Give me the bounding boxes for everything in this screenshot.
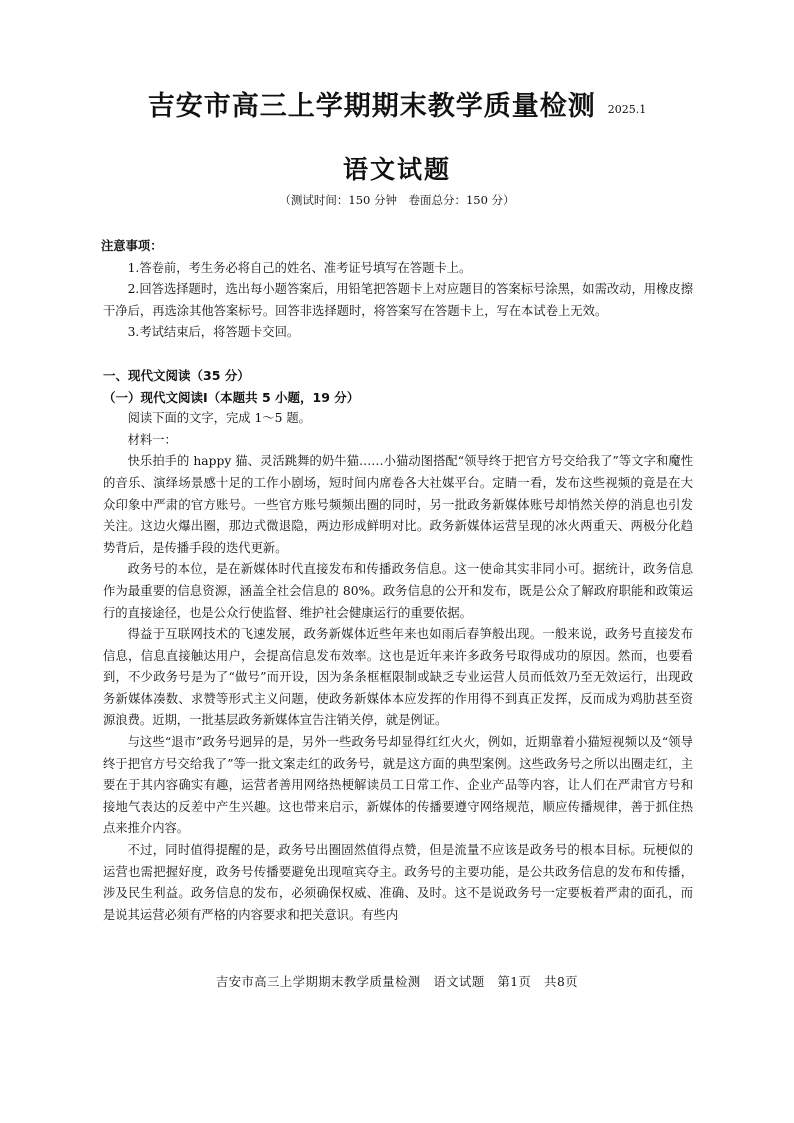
material-label: 材料一： — [127, 432, 177, 447]
exam-info: （测试时间：150 分钟 卷面总分：150 分） — [279, 193, 515, 207]
subject-title: 语文试题 — [342, 155, 451, 184]
notice-item-1: 1.答卷前，考生务必将自己的姓名、准考证号填写在答题卡上。 — [127, 260, 472, 275]
passage-paragraph-5: 不过，同时值得提醒的是，政务号出圈固然值得点赞，但是流量不应该是政务号的根本目标。玩梗似的运营也需把握好度，政务号传播要避免出现喧宾夺主。政务号的主要功能，是公共政务信息的发布和传播，涉及民生利益。政务信息的发布，必须确保权威、准确、及时。这不是说政务号一定要板着严肃的面孔，而是说其运营必须有严格的内容要求和把关意识。有些内 — [103, 843, 693, 922]
passage-paragraph-3: 得益于互联网技术的飞速发展，政务新媒体近些年来也如雨后春笋般出现。一般来说，政务号直接发布信息，信息直接触达用户，会提高信息发布效率。这也是近年来许多政务号取得成功的原因。然而，也要看到，不少政务号是为了“做号”而开设，因为条条框框限制或缺乏专业运营人员而低效乃至无效运行，出现政务新媒体凑数、求赞等形式主义问题，使政务新媒体本应发挥的作用得不到真正发挥，反而成为鸡肋甚至资源浪费。近期，一批基层政务新媒体宣告注销关停，就是例证。 — [103, 627, 693, 728]
title-row — [0, 84, 794, 123]
section-heading: 一、现代文阅读（35 分） — [103, 367, 250, 383]
exam-date: 2025.1 — [607, 103, 647, 116]
notice-heading: 注意事项： — [101, 239, 163, 253]
section-subheading: （一）现代文阅读Ⅰ（本题共 5 小题，19 分） — [103, 389, 360, 405]
passage-paragraph-1: 快乐拍手的 happy 猫、灵活跳舞的奶牛猫……小猫动图搭配“领导终于把官方号交给我了”等文字和魔性的音乐、演绎场景感十足的工作小剧场，短时间内席卷各大社媒平台。定睛一看，发布这些视频的竟是在大众印象中严肃的官方账号。一些官方账号频频出圈的同时，另一批政务新媒体账号却悄然关停的消息也引发关注。这边火爆出圈，那边式微退隐，两边形成鲜明对比。政务新媒体运营呈现的冰火两重天、两极分化趋势背后，是传播手段的迭代更新。 — [103, 454, 693, 555]
exam-title: 吉安市高三上学期期末教学质量检测 — [147, 91, 596, 122]
spacer — [103, 344, 693, 365]
passage-paragraph-4: 与这些“退市”政务号迥异的是，另外一些政务号却显得红红火火，例如，近期靠着小猫短视频以及“领导终于把官方号交给我了”等一批文案走红的政务号，就是这方面的典型案例。这些政务号之所以出圈走红，主要在于其内容确实有趣，运营者善用网络热梗解读员工日常工作、企业产品等内容，让人们在严肃官方号和接地气表达的反差中产生兴趣。这也带来启示，新媒体的传播要遵守网络规范，顺应传播规律，善于抓住热点来推介内容。 — [103, 735, 693, 836]
body-text — [103, 236, 693, 926]
notice-item-3: 3.考试结束后，将答题卡交回。 — [127, 325, 300, 340]
reading-instruction: 阅读下面的文字，完成 1～5 题。 — [127, 411, 311, 426]
passage-paragraph-2: 政务号的本位，是在新媒体时代直接发布和传播政务信息。这一使命其实非同小可。据统计，政务信息作为最重要的信息资源，涵盖全社会信息的 80%。政务信息的公开和发布，既是公众了解政府职能和政策运行的直接途径，也是公众行使监督、维护社会健康运行的重要依据。 — [103, 562, 693, 620]
page-footer: 吉安市高三上学期期末教学质量检测 语文试题 第1页 共8页 — [215, 975, 579, 989]
notice-item-2: 2.回答选择题时，选出每小题答案后，用铅笔把答题卡上对应题目的答案标号涂黑，如需改动，用橡皮擦干净后，再选涂其他答案标号。回答非选择题时，将答案写在答题卡上，写在本试卷上无效。 — [103, 282, 693, 318]
